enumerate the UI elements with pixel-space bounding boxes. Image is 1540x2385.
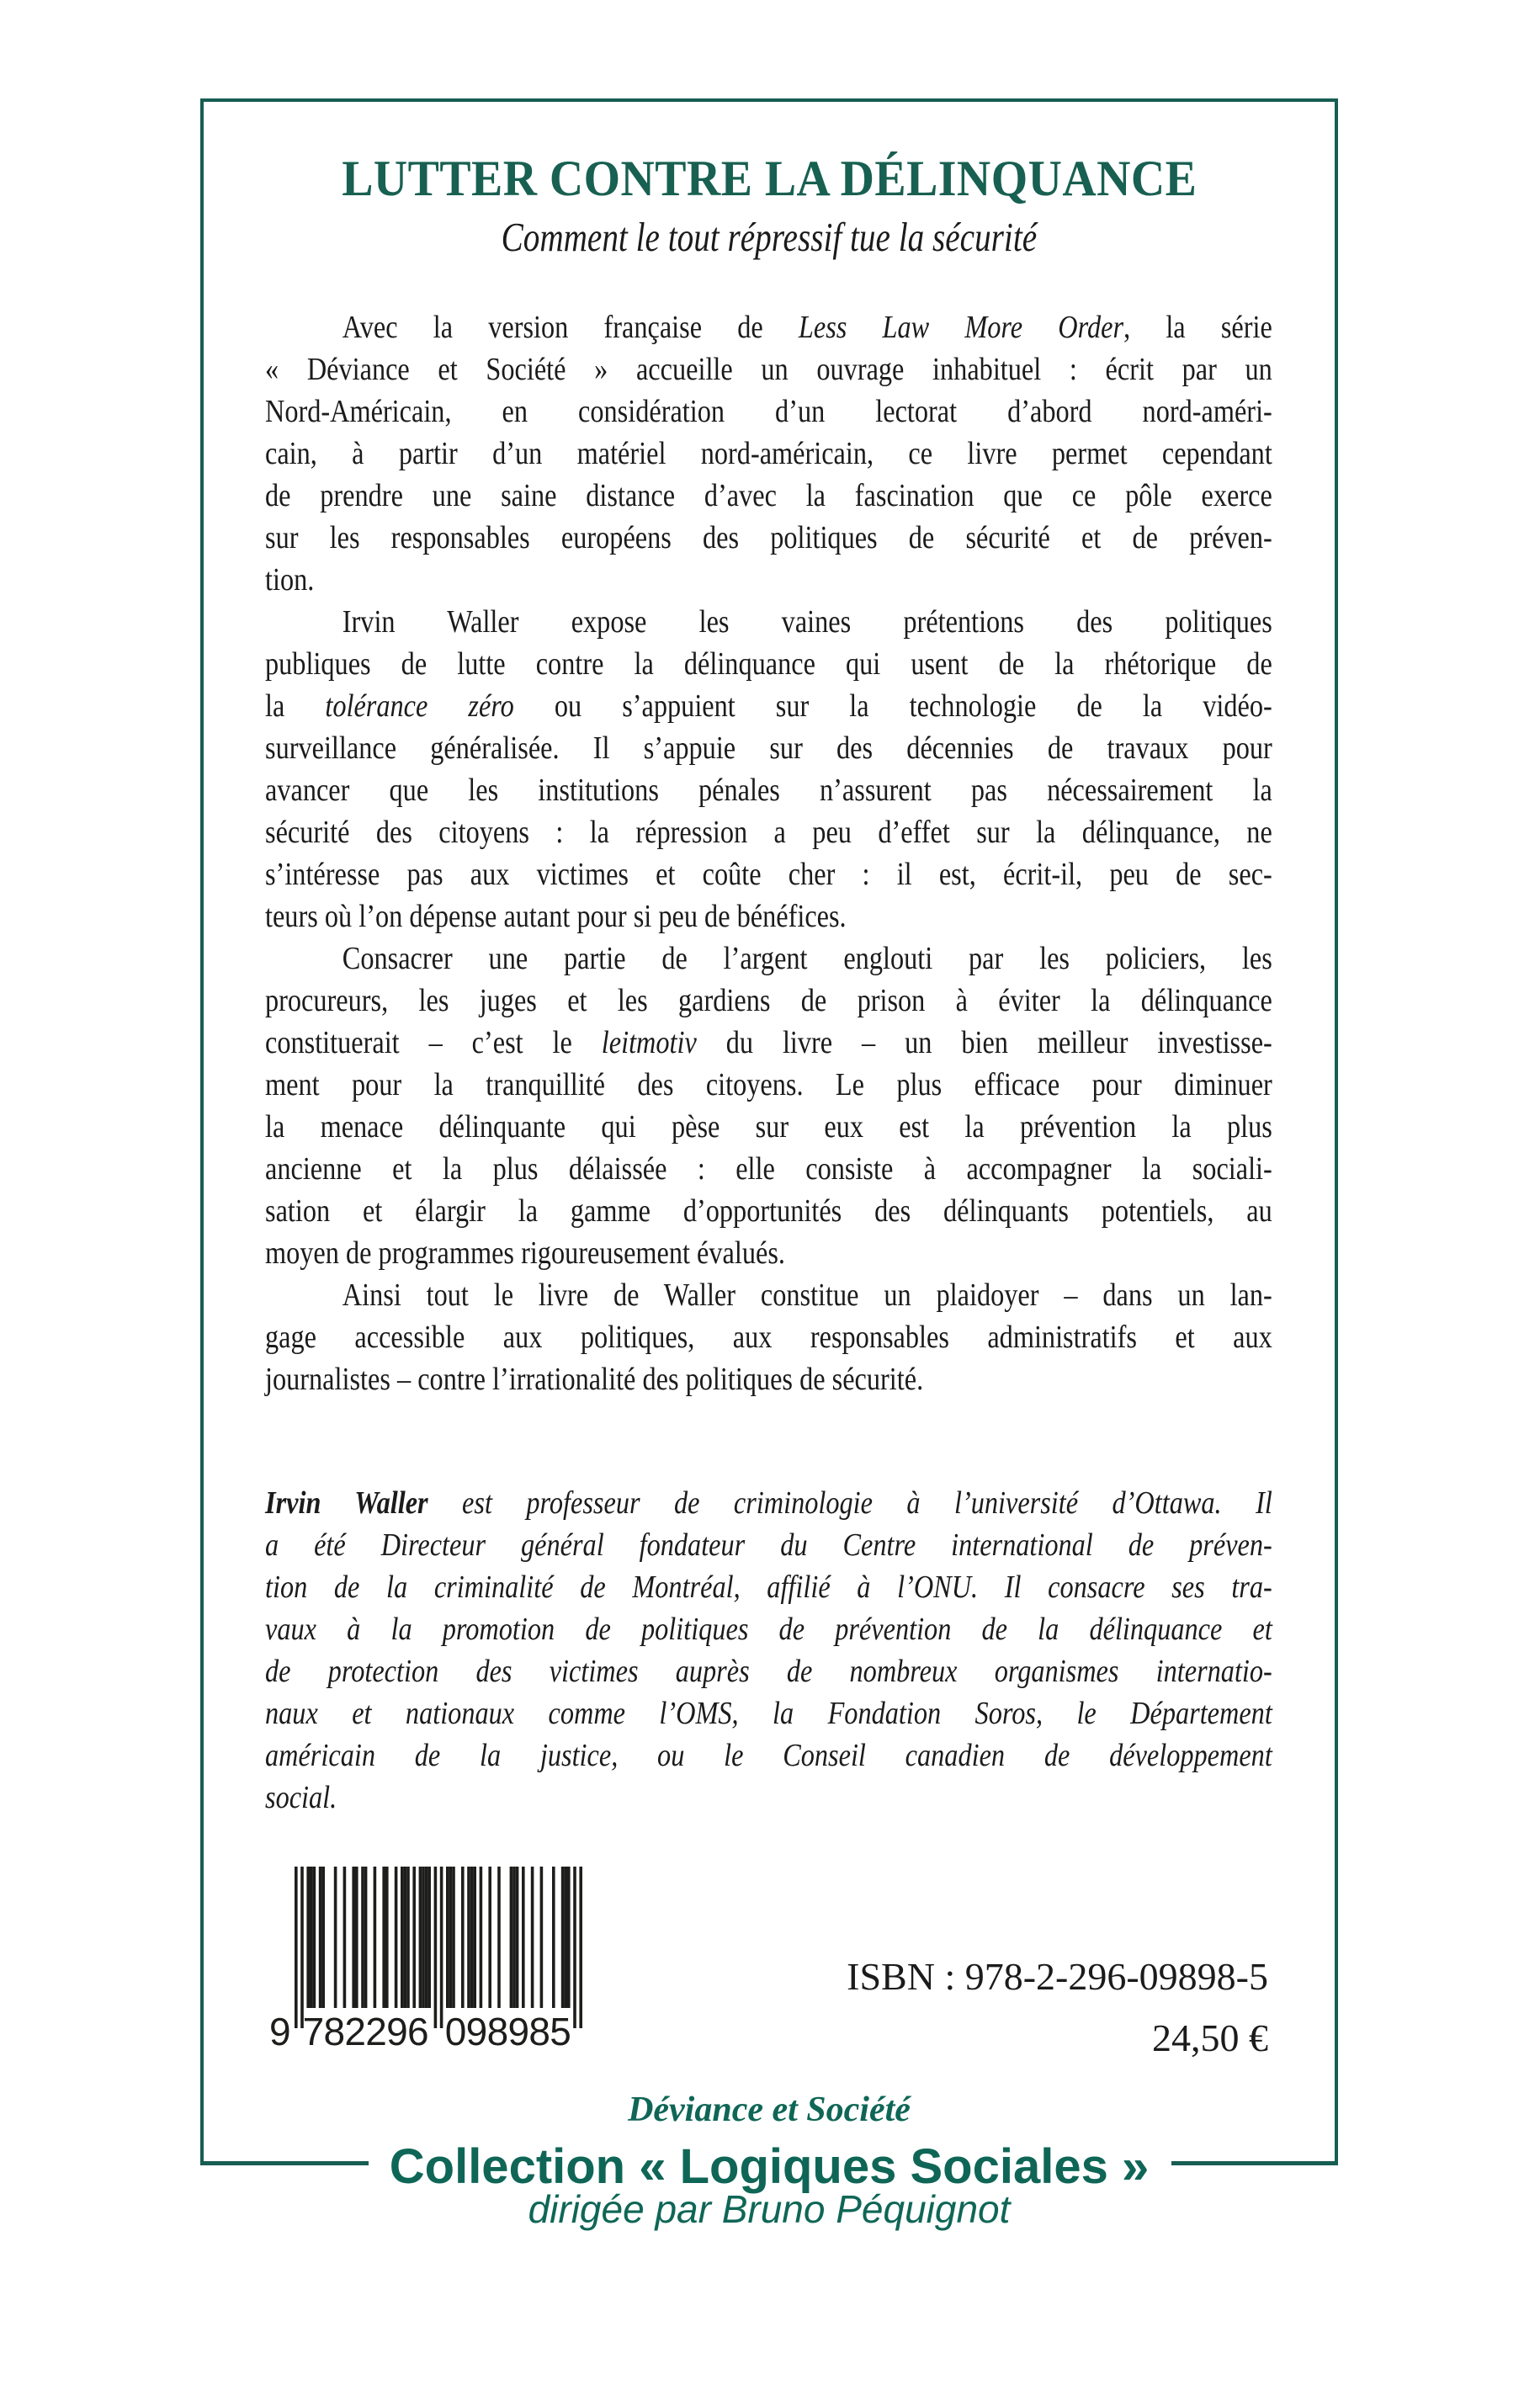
text-line: constituerait – c’est le leitmotiv du livre – un bien meilleur investisse- [265, 1025, 1272, 1060]
text-line: de protection des victimes auprès de nombreux organismes internatio- [265, 1654, 1272, 1689]
text-line: de prendre une saine distance d’avec la fascination que ce pôle exerce [265, 478, 1272, 513]
text-line: gage accessible aux politiques, aux responsables administratifs et aux [265, 1320, 1272, 1355]
price: 24,50 € [1152, 2016, 1268, 2059]
collection-block [200, 2139, 1338, 2194]
text-line: tion. [265, 562, 315, 598]
text-line: la tolérance zéro ou s’appuient sur la technologie de la vidéo- [265, 688, 1272, 724]
text-line: publiques de lutte contre la délinquance qui usent de la rhétorique de [265, 646, 1272, 682]
text-line: surveillance généralisée. Il s’appuie sur des décennies de travaux pour [265, 730, 1272, 766]
text-line: Ainsi tout le livre de Waller constitue un plaidoyer – dans un lan- [342, 1277, 1272, 1313]
text-line: Irvin Waller est professeur de criminologie à l’université d’Ottawa. Il [265, 1485, 1272, 1521]
text-line: procureurs, les juges et les gardiens de prison à éviter la délinquance [265, 983, 1272, 1018]
text-line: cain, à partir d’un matériel nord-américain, ce livre permet cependant [265, 436, 1272, 471]
blurb-paragraph [265, 1274, 1272, 1400]
svg-text:9: 9 [269, 2010, 291, 2053]
book-subtitle: Comment le tout répressif tue la sécurité [501, 214, 1038, 260]
series-block [200, 2092, 1338, 2127]
blurb-paragraph [265, 938, 1272, 1274]
text-line: sation et élargir la gamme d’opportunités des délinquants potentiels, au [265, 1193, 1272, 1229]
text-line: « Déviance et Société » accueille un ouvrage inhabituel : écrit par un [265, 352, 1272, 387]
text-line: sur les responsables européens des politiques de sécurité et de préven- [265, 520, 1272, 555]
text-line: naux et nationaux comme l’OMS, la Fondation Soros, le Département [265, 1696, 1272, 1731]
collection-director-block [200, 2187, 1338, 2231]
text-line: tion de la criminalité de Montréal, affilié à l’ONU. Il consacre ses tra- [265, 1570, 1272, 1605]
back-cover-blurb [265, 306, 1272, 1819]
text-line: Consacrer une partie de l’argent englouti par les policiers, les [342, 941, 1272, 976]
series-name: Déviance et Société [628, 2090, 911, 2129]
isbn-number: ISBN : 978-2-296-09898-5 [847, 1955, 1268, 1998]
text-line: Avec la version française de Less Law More Order, la série [342, 310, 1272, 345]
frame-left-border [200, 98, 204, 2165]
blurb-paragraph [265, 306, 1272, 601]
text-line: teurs où l’on dépense autant pour si peu de bénéfices. [265, 899, 847, 934]
book-title: LUTTER CONTRE LA DÉLINQUANCE [341, 151, 1197, 206]
author-bio [265, 1482, 1272, 1819]
text-line: Irvin Waller expose les vaines prétentions des politiques [342, 604, 1272, 640]
text-line: vaux à la promotion de politiques de prévention de la délinquance et [265, 1612, 1272, 1647]
text-line: sécurité des citoyens : la répression a peu d’effet sur la délinquance, ne [265, 815, 1272, 850]
text-line: moyen de programmes rigoureusement évalués. [265, 1235, 785, 1271]
text-line: Nord-Américain, en considération d’un lectorat d’abord nord-améri- [265, 394, 1272, 429]
text-line: la menace délinquante qui pèse sur eux est la prévention la plus [265, 1109, 1272, 1145]
frame-top-border [200, 98, 1338, 102]
text-line: journalistes – contre l’irrationalité des politiques de sécurité. [265, 1362, 924, 1397]
text-line: américain de la justice, ou le Conseil canadien de développement [265, 1738, 1272, 1773]
text-line: avancer que les institutions pénales n’assurent pas nécessairement la [265, 773, 1272, 808]
collection-title: Collection « Logiques Sociales » [389, 2139, 1150, 2194]
svg-text:098985: 098985 [444, 2010, 571, 2053]
text-line: a été Directeur général fondateur du Centre international de préven- [265, 1527, 1272, 1563]
text-line: s’intéresse pas aux victimes et coûte cher : il est, écrit-il, peu de sec- [265, 857, 1272, 892]
title-block [200, 153, 1338, 204]
blurb-paragraph [265, 601, 1272, 938]
frame-right-border [1335, 98, 1338, 2165]
text-line: ancienne et la plus délaissée : elle consiste à accompagner la sociali- [265, 1151, 1272, 1187]
subtitle-block [200, 216, 1338, 258]
svg-text:782296: 782296 [302, 2010, 429, 2053]
text-line: social. [265, 1780, 337, 1815]
text-line: ment pour la tranquillité des citoyens. Le plus efficace pour diminuer [265, 1067, 1272, 1102]
collection-director: dirigée par Bruno Péquignot [528, 2187, 1011, 2231]
